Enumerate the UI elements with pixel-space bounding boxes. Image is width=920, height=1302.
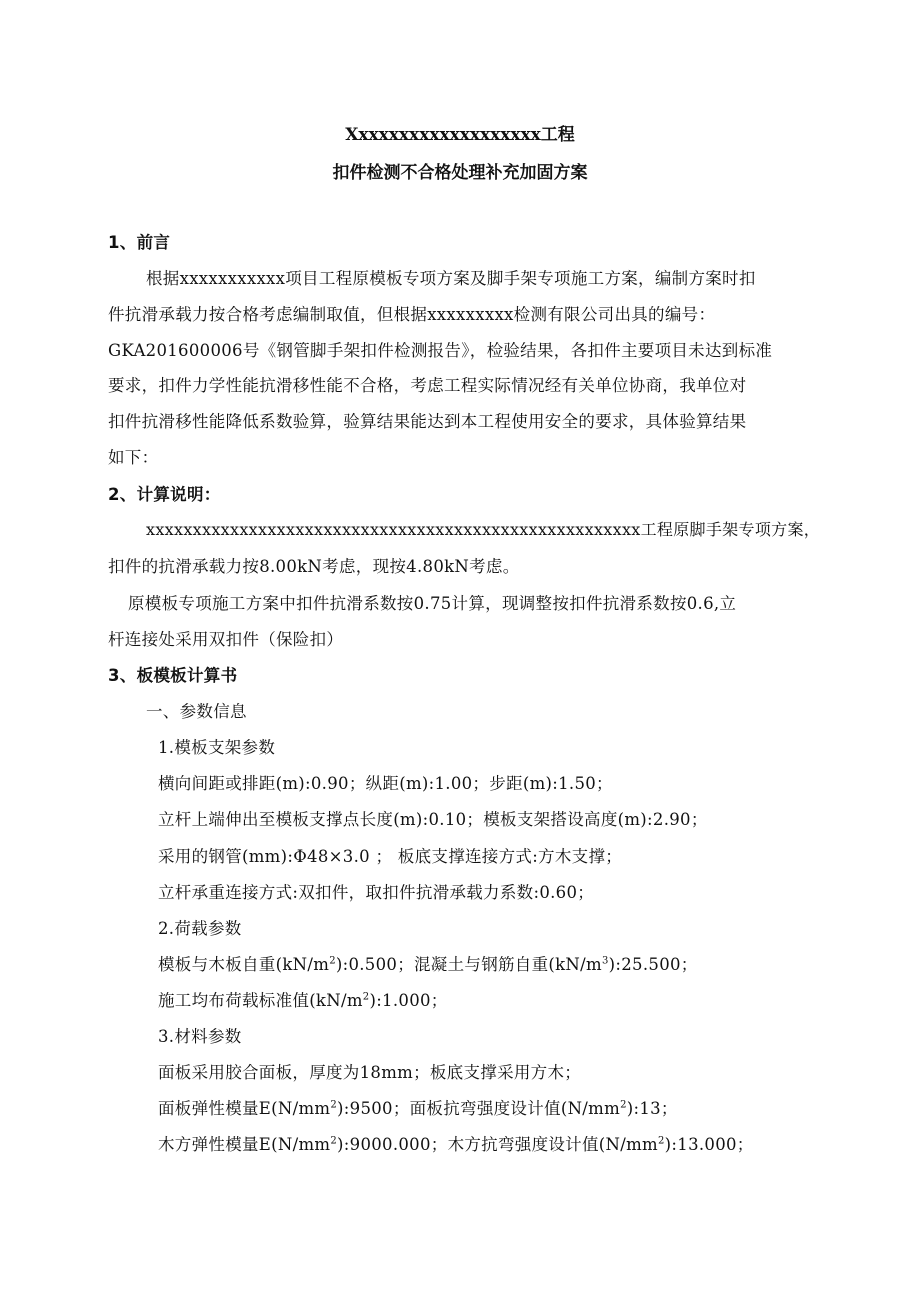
pole-extension-line: 立杆上端伸出至模板支撑点长度(m):0.10；模板支架搭设高度(m):2.90； (158, 810, 708, 829)
section-2-heading: 2、计算说明： (108, 485, 221, 504)
text-seg: ):0.500；混凝土与钢筋自重(kN/m (335, 955, 602, 974)
text-seg: ):9500；面板抗弯强度设计值(N/mm (337, 1099, 621, 1118)
sec1-line-1: 根据xxxxxxxxxxx项目工程原模板专项方案及脚手架专项施工方案，编制方案时扣 (146, 269, 756, 288)
sec1-line-2: 件抗滑承载力按合格考虑编制取值，但根据xxxxxxxxx检测有限公司出具的编号： (108, 305, 716, 324)
params-heading: 一、参数信息 (146, 702, 247, 721)
sec2-p2-line-2: 杆连接处采用双扣件（保险扣） (108, 630, 344, 649)
text-seg: ):13； (626, 1099, 678, 1118)
construction-load-line (158, 987, 448, 1011)
timber-modulus-line (158, 1131, 754, 1155)
pole-connection-line: 立杆承重连接方式:双扣件，取扣件抗滑承载力系数:0.60； (158, 883, 595, 902)
spacing-params-line: 横向间距或排距(m):0.90；纵距(m):1.00；步距(m):1.50； (158, 774, 613, 793)
text-seg: ):9000.000；木方抗弯强度设计值(N/mm (337, 1135, 658, 1154)
sec1-line-6: 如下： (108, 448, 159, 467)
steel-pipe-line: 采用的钢管(mm):Φ48×3.0 ； 板底支撑连接方式:方木支撑； (158, 847, 623, 866)
text-seg: 模板与木板自重(kN/m (158, 955, 330, 974)
superscript: 2 (330, 1135, 338, 1147)
sec1-line-5: 扣件抗滑移性能降低系数验算，验算结果能达到本工程使用安全的要求，具体验算结果 (108, 412, 747, 431)
superscript: 2 (620, 1099, 627, 1111)
panel-modulus-line (158, 1095, 678, 1119)
sec1-line-4: 要求，扣件力学性能抗滑移性能不合格，考虑工程实际情况经有关单位协商，我单位对 (108, 376, 747, 395)
superscript: 3 (601, 955, 609, 967)
text-seg: ):13.000； (664, 1135, 754, 1154)
material-params-heading: 3.材料参数 (158, 1027, 242, 1046)
sec1-line-3: GKA201600006号《钢管脚手架扣件检测报告》，检验结果，各扣件主要项目未达到标准 (108, 341, 773, 360)
text-seg: ):1.000； (369, 991, 448, 1010)
text-seg: ):25.500； (608, 955, 698, 974)
document-title-line2: 扣件检测不合格处理补充加固方案 (332, 163, 588, 183)
self-weight-line (158, 951, 698, 975)
text-seg: 施工均布荷载标准值(kN/m (158, 991, 363, 1010)
load-params-heading: 2.荷载参数 (158, 919, 242, 938)
sec2-p1-line-1: xxxxxxxxxxxxxxxxxxxxxxxxxxxxxxxxxxxxxxxxxxxxxxxxxxxxx工程原脚手架专项方案， (146, 520, 821, 539)
superscript: 2 (362, 991, 370, 1003)
formwork-support-params-heading: 1.模板支架参数 (158, 738, 276, 757)
superscript: 2 (330, 1099, 338, 1111)
document-title-line1: Xxxxxxxxxxxxxxxxxxx工程 (345, 125, 575, 145)
section-3-heading: 3、板模板计算书 (108, 666, 238, 685)
superscript: 2 (329, 955, 336, 967)
sec2-p2-line-1: 原模板专项施工方案中扣件抗滑系数按0.75计算，现调整按扣件抗滑系数按0.6,立 (128, 594, 737, 613)
section-1-heading: 1、前言 (108, 233, 171, 252)
sec2-p1-line-2: 扣件的抗滑承载力按8.00kN考虑，现按4.80kN考虑。 (108, 557, 520, 576)
text-seg: 面板弹性模量E(N/mm (158, 1099, 331, 1118)
superscript: 2 (658, 1135, 665, 1147)
panel-material-line: 面板采用胶合面板，厚度为18mm；板底支撑采用方木； (158, 1063, 582, 1082)
text-seg: 木方弹性模量E(N/mm (158, 1135, 331, 1154)
